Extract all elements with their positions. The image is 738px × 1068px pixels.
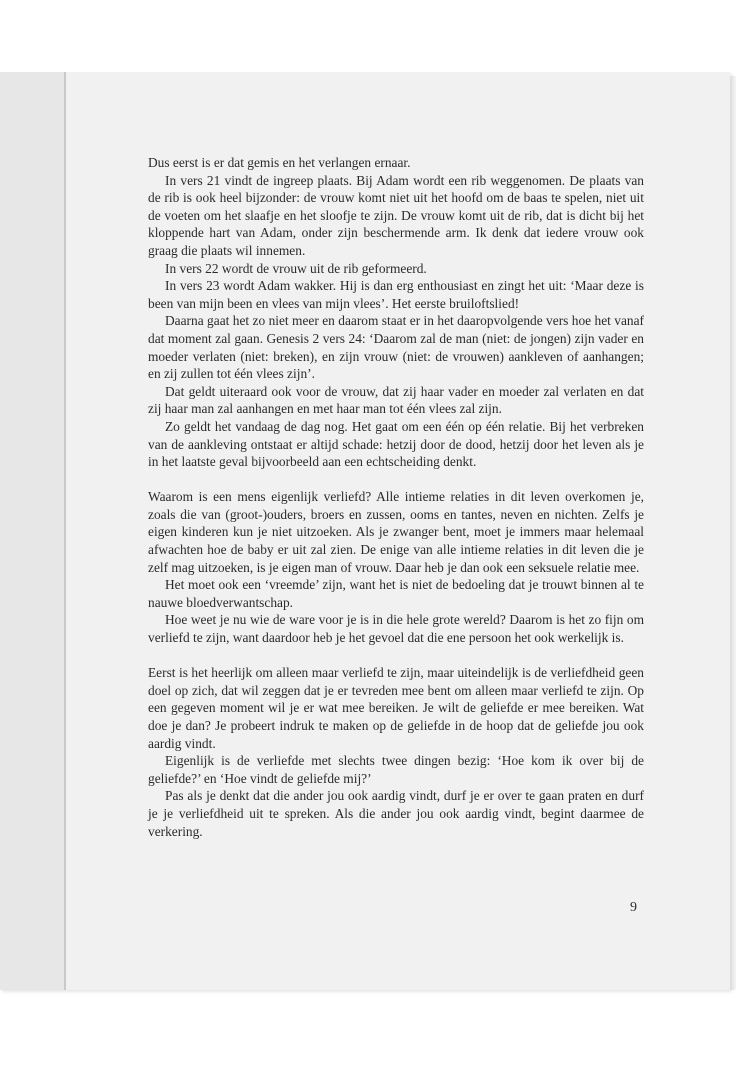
body-text	[148, 154, 644, 840]
page-spine	[0, 72, 66, 990]
paragraph: Eigenlijk is de verliefde met slechts twee dingen bezig: ‘Hoe kom ik over bij de geliefde?’ en ‘Hoe vindt de geliefde mij?’	[148, 753, 644, 786]
paragraph: In vers 23 wordt Adam wakker. Hij is dan erg enthousiast en zingt het uit: ‘Maar deze is been van mijn been en vlees van mijn vlees’. Het eerste bruiloftslied!	[148, 278, 644, 311]
paragraph: Het moet ook een ‘vreemde’ zijn, want het is niet de bedoeling dat je trouwt binnen al te nauwe bloedverwantschap.	[148, 577, 644, 610]
paragraph: Waarom is een mens eigenlijk verliefd? Alle intieme relaties in dit leven overkomen je, zoals die van (groot-)ouders, broers en zussen, ooms en tantes, neven en nichten. Zelfs je eigen kinderen kun je niet uitzoeken. Als je zwanger bent, moet je immers maar helemaal afwachten hoe de baby er uit zal zien. De enige van alle intieme relaties in dit leven die je zelf mag uitzoeken, is je eigen man of vrouw. Daar heb je dan ook een seksuele relatie mee.	[148, 489, 644, 575]
paragraph: Zo geldt het vandaag de dag nog. Het gaat om een één op één relatie. Bij het verbreken van de aankleving ontstaat er altijd schade: hetzij door de dood, hetzij door het leven als je in het laatste geval bijvoorbeeld aan een echtscheiding denkt.	[148, 418, 644, 470]
paragraph: Dat geldt uiteraard ook voor de vrouw, dat zij haar vader en moeder zal verlaten en dat zij haar man zal aanhangen en met haar man tot één vlees zal zijn.	[148, 383, 644, 417]
paragraph: Dus eerst is er dat gemis en het verlangen ernaar.	[148, 155, 411, 170]
paragraph: Pas als je denkt dat die ander jou ook aardig vindt, durf je er over te gaan praten en durf je je verliefdheid uit te spreken. Als die ander jou ook aardig vindt, begint daarmee de verkering.	[148, 788, 644, 839]
paragraph: Daarna gaat het zo niet meer en daarom staat er in het daaropvolgende vers hoe het vanaf dat moment zal gaan. Genesis 2 vers 24: ‘Daarom zal de man (niet: de jongen) zijn vader en moeder verlaten (niet: breken), en zijn vrouw (niet: de vrouwen) aankleven of aanhangen; en zij zullen tot één vlees zijn’.	[148, 313, 644, 382]
spine-fold-line	[64, 72, 66, 990]
paragraph: Eerst is het heerlijk om alleen maar verliefd te zijn, maar uiteindelijk is de verliefdheid geen doel op zich, dat wil zeggen dat je er tevreden mee bent om alleen maar verliefd te zijn. Op een gegeven moment wil je er wat mee bereiken. Je wilt de geliefde er mee bereiken. Wat doe je dan? Je probeert indruk te maken op de geliefde in de hoop dat de geliefde jou ook aardig vindt.	[148, 665, 644, 751]
paragraph: In vers 22 wordt de vrouw uit de rib geformeerd.	[165, 260, 427, 276]
page-number: 9	[630, 900, 637, 915]
paragraph: Hoe weet je nu wie de ware voor je is in die hele grote wereld? Daarom is het zo fijn om verliefd te zijn, want daardoor heb je het gevoel dat die ene persoon het ook werkelijk is.	[148, 612, 644, 646]
paragraph: In vers 21 vindt de ingreep plaats. Bij Adam wordt een rib weggenomen. De plaats van de rib is ook heel bijzonder: de vrouw komt niet uit het hoofd om de baas te spelen, niet uit de voeten om het slaafje en het sloofje te zijn. De vrouw komt uit de rib, dat is dicht bij het kloppende hart van Adam, onder zijn beschermende arm. Ik denk dat iedere vrouw ook graag die plaats wil innemen.	[148, 172, 644, 258]
